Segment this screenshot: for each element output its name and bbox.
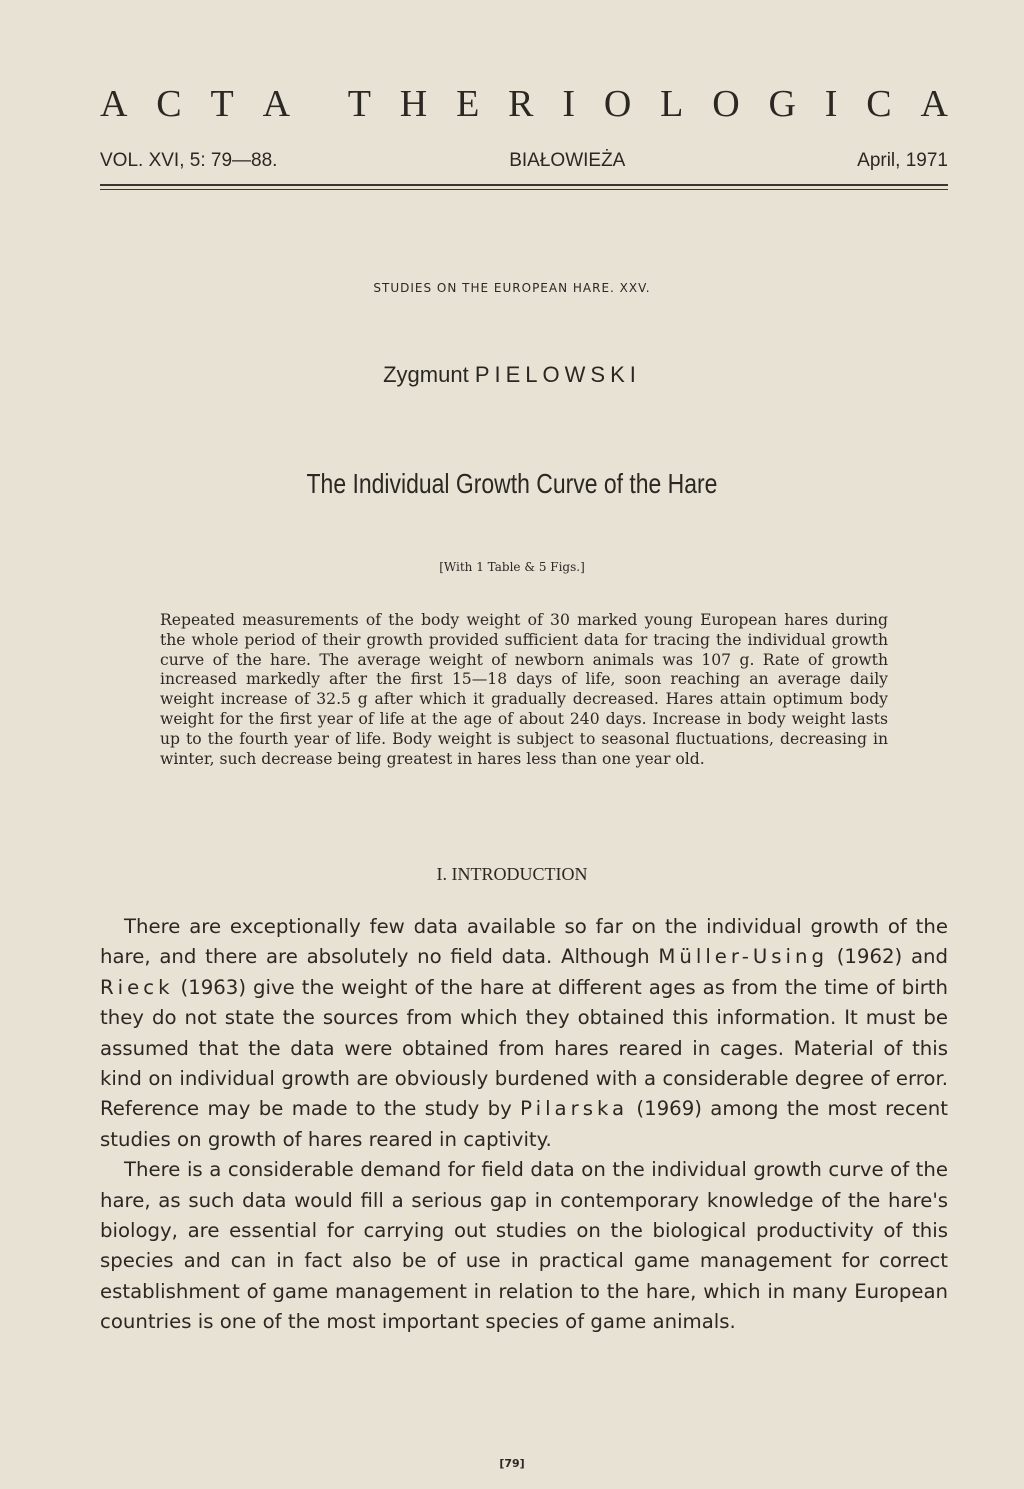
journal-title-letter: I — [562, 83, 575, 125]
journal-title-letter: E — [456, 83, 480, 125]
journal-title-letter: O — [712, 83, 740, 125]
journal-title-letter: L — [660, 83, 684, 125]
text-run: There are exceptionally few data available so far on the individual growth of the hare, and there are absolutely no field data. Although — [100, 915, 948, 969]
author-surname: PIELOWSKI — [474, 362, 641, 387]
publication-date: April, 1971 — [857, 150, 948, 171]
paragraph — [100, 912, 948, 1155]
journal-title-letter: R — [508, 83, 534, 125]
introduction-body — [100, 912, 948, 1338]
page-number: [79] — [499, 1457, 525, 1470]
figures-note: [With 1 Table & 5 Figs.] — [439, 560, 585, 574]
journal-title-letter: A — [262, 83, 291, 125]
publication-place: BIAŁOWIEŻA — [509, 150, 626, 171]
journal-title-letter: C — [156, 83, 182, 125]
journal-title — [100, 84, 948, 124]
section-heading: I. INTRODUCTION — [436, 864, 588, 884]
paper-title: The Individual Growth Curve of the Hare — [306, 468, 718, 499]
paragraph: There is a considerable demand for field data on the individual growth curve of the hare, as such data would fill a serious gap in contemporary knowledge of the hare's biology, are essential for carrying out studies on the biological productivity of this species and can in fact also be of use in practical game management for correct establishment of game management in relation to the hare, which in many European countries is one of the most important species of game animals. — [100, 1158, 948, 1334]
cited-author: Pilarska — [520, 1097, 629, 1121]
cited-author: Müller-Using — [658, 945, 828, 969]
journal-title-letter: C — [866, 83, 892, 125]
series-title: STUDIES ON THE EUROPEAN HARE. XXV. — [373, 281, 651, 295]
journal-title-letter: I — [824, 83, 838, 125]
author-name — [0, 362, 1024, 388]
journal-title-letter: T — [210, 83, 234, 125]
journal-title-letter: A — [920, 83, 948, 125]
cited-author: Rieck — [100, 975, 174, 999]
journal-title-letter: H — [399, 83, 428, 125]
text-run: (1969) among the most recent studies on growth of hares reared in captivity. — [100, 1097, 948, 1151]
header-rule-thin — [100, 189, 948, 190]
header-rule — [100, 184, 948, 186]
abstract: Repeated measurements of the body weight of 30 marked young European hares during the whole period of their growth provided sufficient data for tracing the individual growth curve of the hare. The average weight of newborn animals was 107 g. Rate of growth increased markedly after the first 15—18 days of life, soon reaching an average daily weight increase of 32.5 g after which it gradually decreased. Hares attain optimum body weight for the first year of life at the age of about 240 days. Increase in body weight lasts up to the fourth year of life. Body weight is subject to seasonal fluctuations, decreasing in winter, such decrease being greatest in hares less than one year old. — [160, 611, 888, 768]
journal-title-letter: O — [603, 83, 632, 125]
text-run: (1962) and — [827, 945, 948, 969]
volume-info: VOL. XVI, 5: 79—88. — [100, 150, 278, 171]
text-run: (1963) give the weight of the hare at different ages as from the time of birth they do not state the sources from which they obtained this information. It must be assumed that the data were obtained from hares reared in cages. Material of this kind on individual growth are obviously burdened with a considerable degree of error. Reference may be made to the study by — [100, 975, 948, 1121]
author-first-name: Zygmunt — [383, 362, 469, 387]
journal-title-letter: A — [100, 83, 128, 125]
journal-title-letter: T — [347, 83, 371, 125]
issue-meta — [100, 150, 948, 172]
journal-title-letter: G — [768, 83, 796, 125]
